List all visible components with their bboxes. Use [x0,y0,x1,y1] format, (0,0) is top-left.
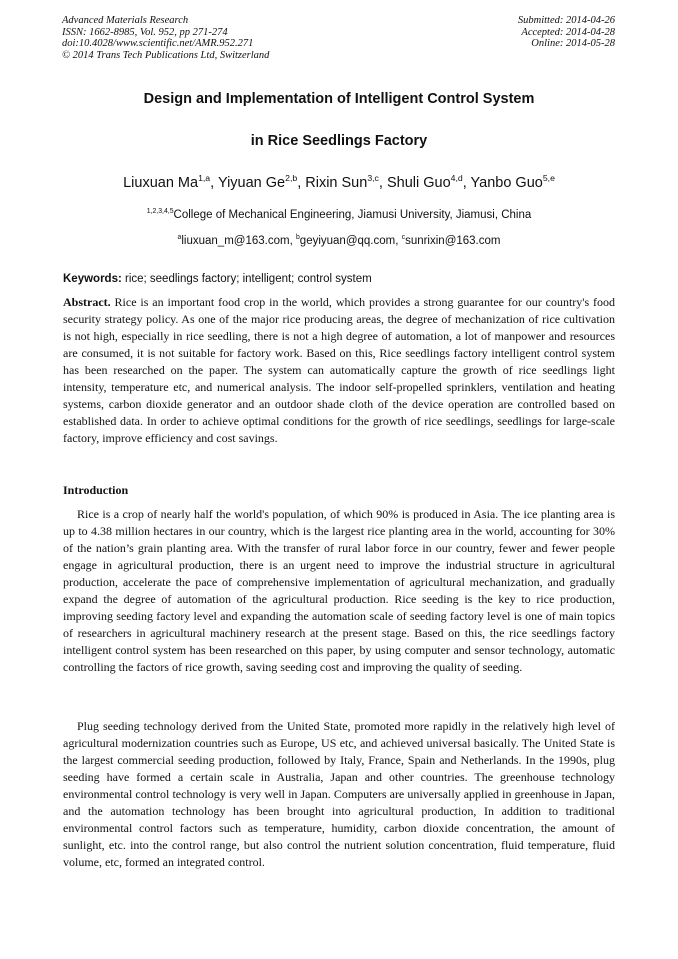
author-affil-mark: 5,e [542,173,555,184]
email-address: sunrixin@163.com [405,235,501,247]
author-separator: , [210,175,218,191]
paper-title-line-2: in Rice Seedlings Factory [250,133,428,149]
email-address: liuxuan_m@163.com [181,235,290,247]
online-date: Online: 2014-05-28 [531,38,615,50]
author [387,175,471,191]
issn-line: ISSN: 1662-8985, Vol. 952, pp 271-274 [62,26,228,38]
author-affil-mark: 1,a [198,173,211,184]
author [471,175,555,191]
email-address: geyiyuan@qq.com [299,235,396,247]
introduction-heading: Introduction [63,483,129,497]
abstract [63,294,615,447]
email-mark: b [295,234,300,242]
submitted-date: Submitted: 2014-04-26 [517,15,615,26]
abstract-label: Abstract. [63,295,111,309]
abstract-text: Rice is an important food crop in the world, which provides a strong guarantee for our country's food security strategy policy. As one of the major rice producing areas, the degree of mechanization of rice cultivation is not high, especially in rice seedling, there is not a high degree of automation, a lot of manpower and resources are consumed, it is not suitable for factory work. Based on this, Rice seedlings factory intelligent control system has been researched on the paper. The system can automatically capture the growth of rice seedlings light intensity, temperature etc, and numerical analysis. The indoor self-propelled sprinklers, ventilation and heating systems, carbon dioxide generator and an outdoor shade cloth of the device operation are controlled based on established data. In order to achieve optimal conditions for the growth of rice seedlings, seedlings for large-scale factory, improve efficiency and cost savings. [63,295,615,445]
author-affil-mark: 4,d [450,173,463,184]
author [305,175,387,191]
affiliation [20,208,658,222]
author-separator: , [297,175,306,191]
journal-name: Advanced Materials Research [62,15,189,26]
affiliation-text: College of Mechanical Engineering, Jiamusi University, Jiamusi, China [173,209,532,221]
author-separator: , [378,175,387,191]
email-separator: , [395,235,402,247]
author [123,175,218,191]
author-name: Yanbo Guo [470,175,543,191]
email-mark: a [177,234,182,242]
author-name: Shuli Guo [386,175,451,191]
author-affil-mark: 2,b [285,173,298,184]
author-name: Liuxuan Ma [123,175,199,191]
author [218,175,305,191]
journal-info [62,15,269,61]
author-affil-mark: 3,c [367,173,379,184]
copyright-line: © 2014 Trans Tech Publications Ltd, Switzerland [62,49,270,61]
keywords-text: rice; seedlings factory; intelligent; control system [121,273,372,285]
email-list [20,234,658,248]
author-name: Yiyuan Ge [217,175,286,191]
author-list [20,174,658,192]
keywords [63,272,615,286]
author-name: Rixin Sun [305,175,368,191]
introduction-paragraph-2: Plug seeding technology derived from the United State, promoted more rapidly in the relatively high level of agricultural modernization countries such as Europe, US etc, and achieved universal basically. The United State is the largest commercial seeding production, followed by Italy, France, Spain and Netherlands. In the 1990s, plug seeding have formed a certain scale in Australia, Japan and other countries. The greenhouse technology environmental control technology is very well in Japan. Computers are universally applied in greenhouse in Japan, and the automation technology has been brought into agricultural production, In addition to traditional environmental control factors such as temperature, humidity, carbon dioxide concentration, the amount of sunlight, etc. into the control range, but also control the nutrient solution concentration, fluid temperature, fluid volume, etc, formed an integrated control. [63,719,615,869]
introduction-paragraph-1: Rice is a crop of nearly half the world's population, of which 90% is produced in Asia. The ice planting area is up to 4.38 million hectares in our country, which is the largest rice planting area in the world, accounting for 30% of the nation’s grain planting area. With the transfer of rural labor force in our country, fewer and fewer people engage in agricultural production, there is an urgent need to improve the industrial structure in agricultural production, accelerate the pace of comprehensive implementation of agricultural mechanization, and gradually expand the degree of automation of the agricultural production. Rice seeding is the key to rice production, improving seeding factory level and expanding the automation scale of seeding factory level is one of main topics of researchers in agricultural machinery research at the present stage. Based on this, the rice seedlings factory intelligent control system has been researched on this paper, by using computer and sensor technology, automatic controlling the factors of rice growth, saving seeding cost and improving the quality of seeding. [63,507,615,674]
doi-line: doi:10.4028/www.scientific.net/AMR.952.271 [62,38,254,50]
dates-info [518,15,615,50]
email-mark: c [401,234,406,242]
email-separator: , [289,235,296,247]
paper-title-line-1: Design and Implementation of Intelligent Control System [143,91,535,107]
author-separator: , [462,175,471,191]
accepted-date: Accepted: 2014-04-28 [521,26,615,38]
affiliation-mark: 1,2,3,4,5 [146,208,174,216]
keywords-label: Keywords: [63,273,122,285]
